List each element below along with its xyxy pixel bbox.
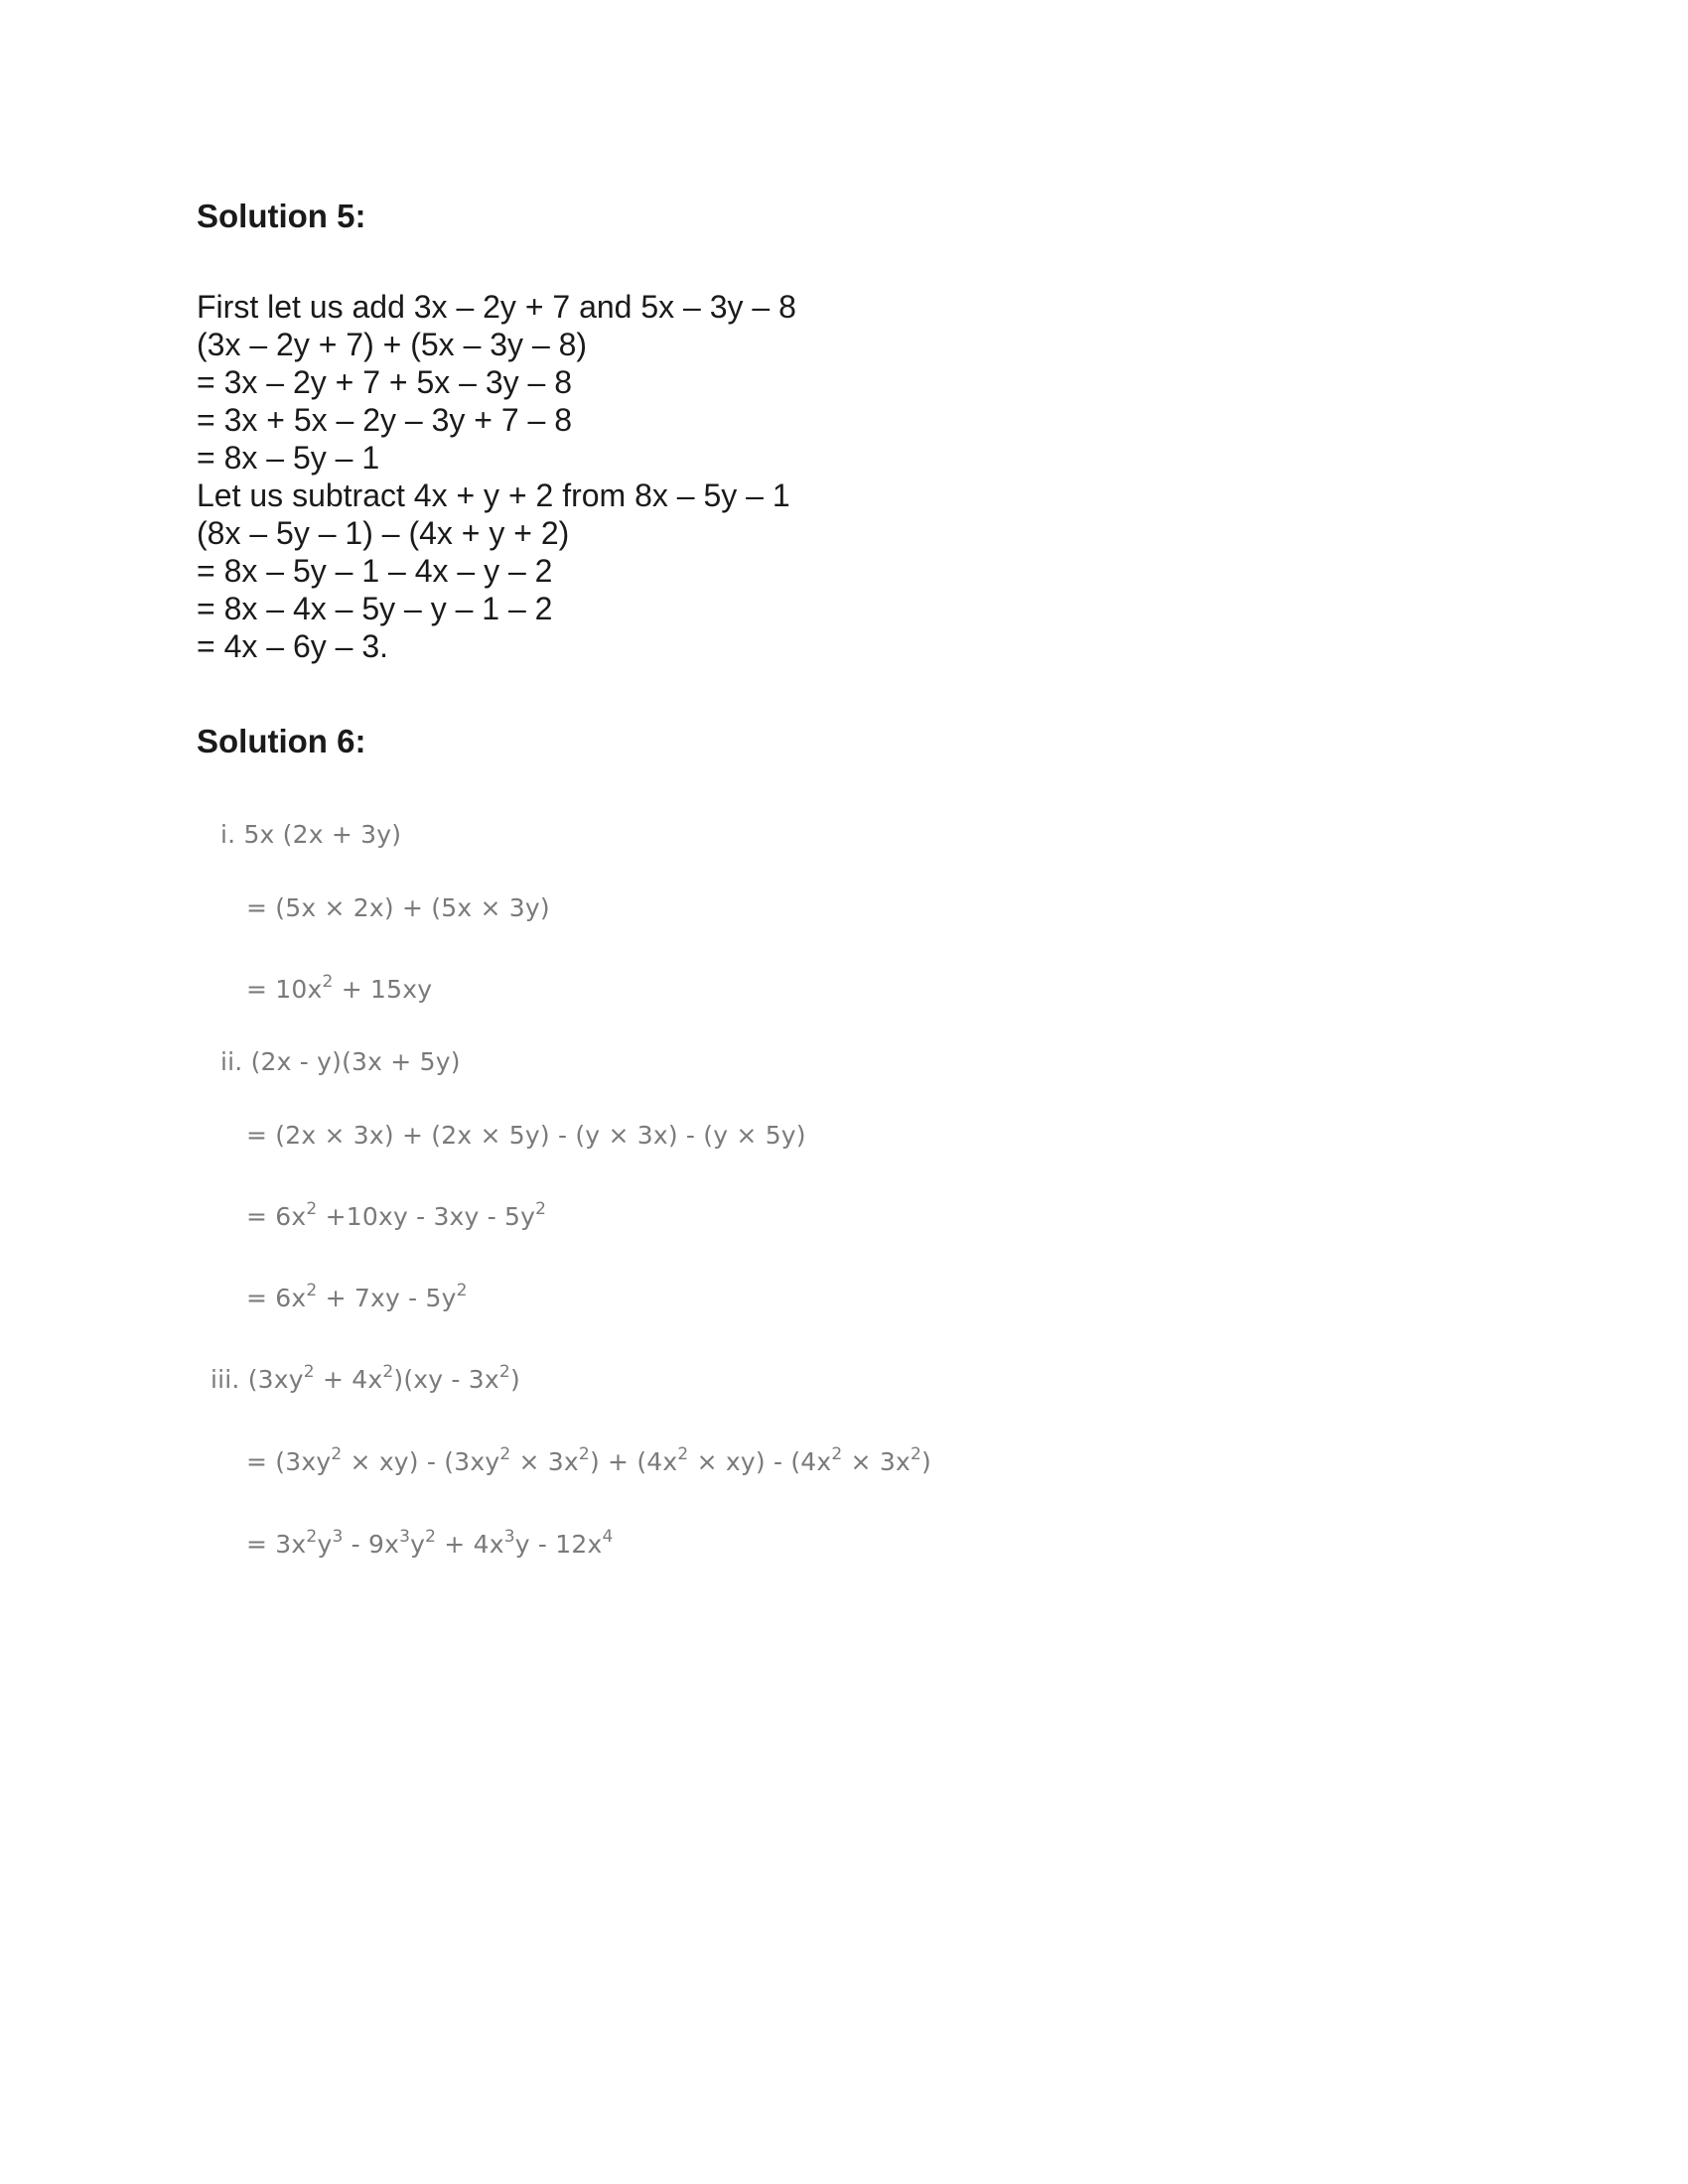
solution-5-line: = 8x – 5y – 1 [197,440,380,476]
solution-5-line: = 3x + 5x – 2y – 3y + 7 – 8 [197,402,573,438]
solution-5-line: Let us subtract 4x + y + 2 from 8x – 5y – 1 [197,478,790,513]
solution-6-heading: Solution 6: [197,723,366,759]
solution-5-line: (3x – 2y + 7) + (5x – 3y – 8) [197,327,588,362]
part-i-title: i. 5x (2x + 3y) [220,820,402,849]
part-i-step-1: = (5x × 2x) + (5x × 3y) [246,893,550,922]
part-i-step-2: = $10x^2 + 15xy$ [246,971,433,1004]
part-ii-step-2: = $6x^2 +10xy - 3xy - 5y^2$ [246,1198,547,1231]
part-ii-step-1: = (2x × 3x) + (2x × 5y) - (y × 3x) - (y × 5y) [246,1121,806,1150]
part-ii-title: ii. (2x - y)(3x + 5y) [220,1047,461,1076]
solution-5-heading: Solution 5: [197,198,366,234]
solution-5-line: = 8x – 4x – 5y – y – 1 – 2 [197,591,553,626]
solution-5-line: (8x – 5y – 1) – (4x + y + 2) [197,515,570,551]
solution-5-line: = 3x – 2y + 7 + 5x – 3y – 8 [197,364,573,400]
solution-5-body [197,288,796,665]
solution-5-line: First let us add 3x – 2y + 7 and 5x – 3y – 8 [197,289,796,325]
part-iii-step-1: = $(3xy^2 \times xy) - (3xy^2 \times 3x^2) + (4x^2 \times xy) - (4x^2 \times 3x^2)$ [246,1443,931,1476]
part-iii-step-2: = $3x^2y^3 - 9x^3y^2 + 4x^3y - 12x^4$ [246,1526,614,1559]
part-ii-step-3: = $6x^2 + 7xy - 5y^2$ [246,1280,468,1312]
part-iii-title: iii. $(3xy^2 + 4x^2)(xy - 3x^2)$ [211,1361,520,1394]
solution-5-line: = 8x – 5y – 1 – 4x – y – 2 [197,553,553,589]
solution-5-line: = 4x – 6y – 3. [197,628,389,664]
solution-6-worked-steps [199,809,931,1603]
